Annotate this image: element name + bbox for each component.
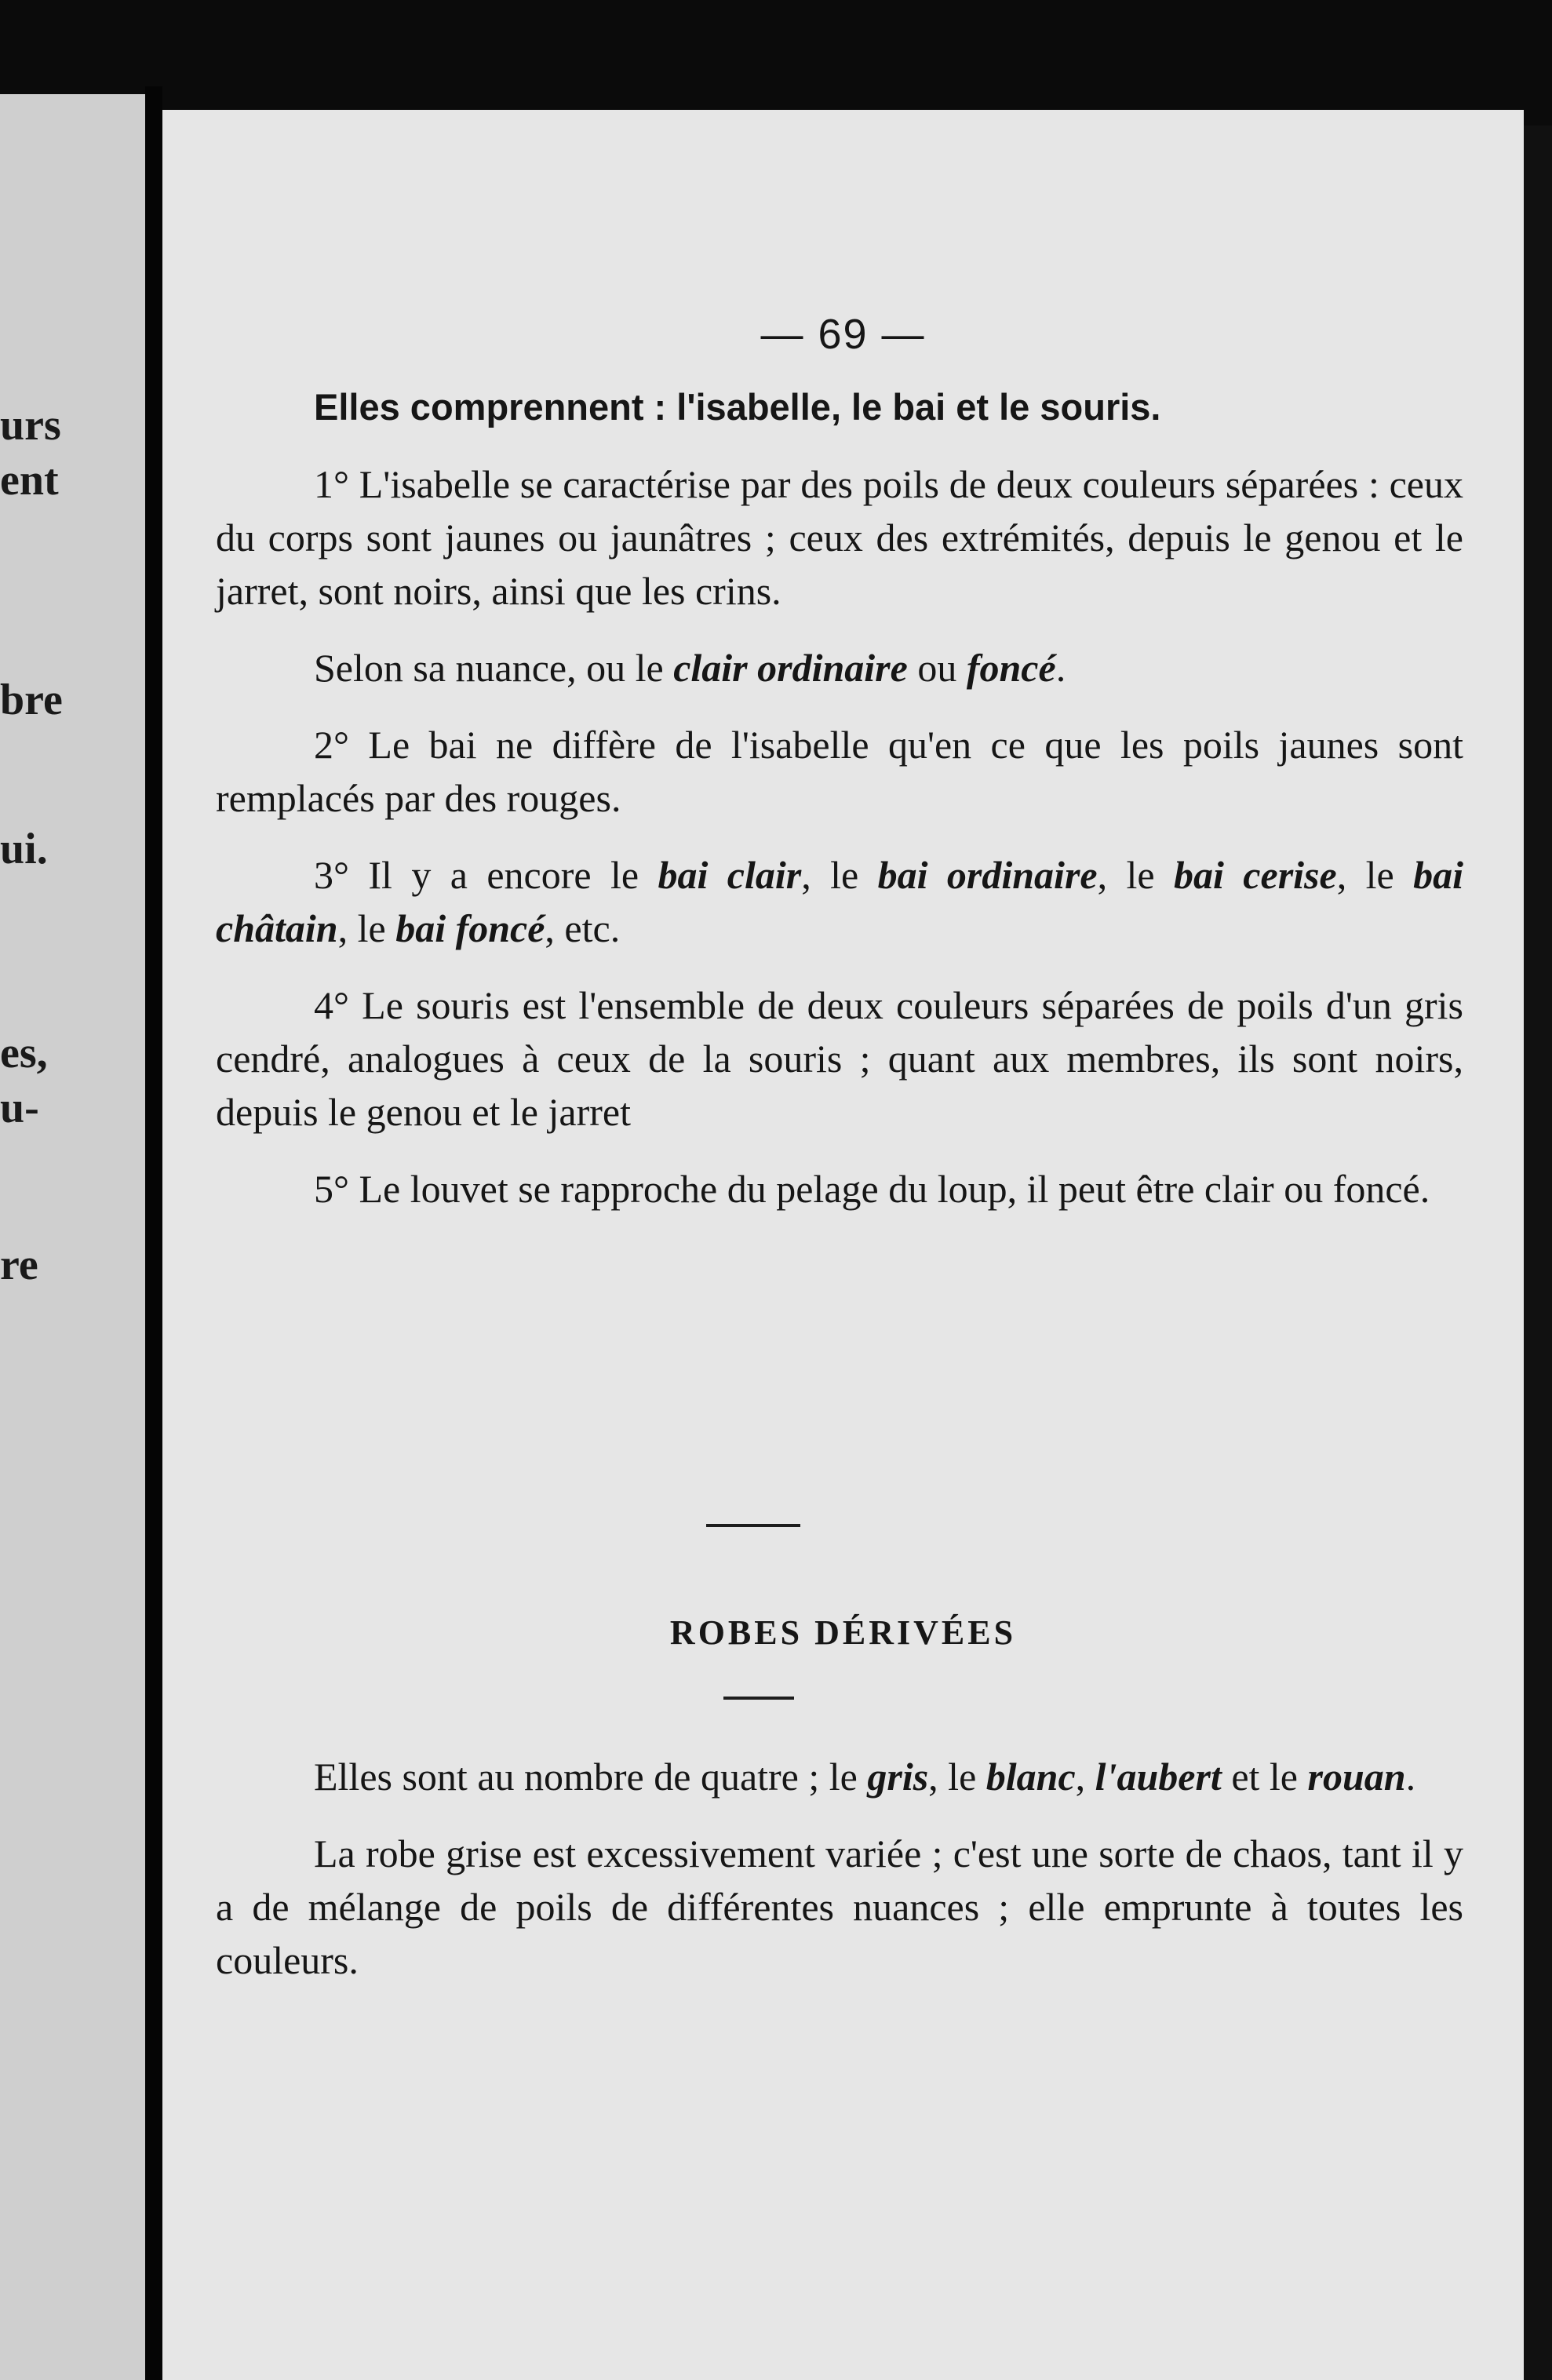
paragraph-nuance [216,641,1463,694]
italic-term: rouan [1307,1755,1406,1799]
section-title: ROBES DÉRIVÉES [669,1613,1017,1652]
page-number: — 69 — [760,311,926,358]
paragraph-bai-variants [216,848,1463,955]
facing-page-edge [0,94,145,2380]
italic-term: l'aubert [1095,1755,1222,1799]
paragraph-souris: 4° Le souris est l'ensemble de deux couleurs séparées de poils d'un gris cendré, analogues à ceux de la souris ; quant aux membres, ils sont noirs, depuis le genou et le jarret [216,983,1463,1134]
text-run: 3° Il y a encore le [314,853,658,897]
italic-term: bai cerise [1174,853,1337,897]
text-run: ou [907,646,967,690]
body-text-top [216,381,1463,1216]
margin-fragment: ui. [0,825,48,873]
italic-term: clair ordinaire [673,646,908,690]
scan-edge [1524,126,1552,2380]
text-run: Elles sont au nombre de quatre ; le [314,1755,868,1799]
margin-fragment: u- [0,1084,39,1132]
text-run: . [1055,646,1066,690]
italic-term: bai châtain [216,853,1464,950]
margin-fragment: re [0,1241,38,1289]
italic-term: foncé [966,646,1056,690]
paragraph-bai: 2° Le bai ne diffère de l'isabelle qu'en ce que les poils jaunes sont remplacés par des rouges. [216,723,1463,820]
margin-fragment: bre [0,676,63,724]
italic-term: bai clair [658,853,802,897]
text-run: , le [928,1755,986,1799]
section-rule-bottom [723,1697,794,1700]
text-run: , etc. [545,906,621,950]
text-run: Selon sa nuance, ou le [314,646,674,690]
paragraph-louvet: 5° Le louvet se rapproche du pelage du loup, il peut être clair ou foncé. [314,1167,1430,1211]
text-run: . [1405,1755,1416,1799]
italic-term: blanc [985,1755,1076,1799]
margin-fragment: urs [0,401,61,450]
body-text-bottom [216,1750,1463,1987]
margin-fragment: es, [0,1029,48,1077]
paragraph-isabelle: 1° L'isabelle se caractérise par des poils de deux couleurs séparées : ceux du corps sont jaunes ou jaunâtres ; ceux des extrémités, depuis le genou et le jarret, sont noirs, ainsi que les crins. [216,462,1463,613]
text-run: , [1075,1755,1095,1799]
italic-term: bai foncé [395,906,545,950]
book-page [162,110,1524,2380]
italic-term: gris [867,1755,929,1799]
paragraph-robe-grise: La robe grise est excessivement variée ; c'est une sorte de chaos, tant il y a de mélange de poils de différentes nuances ; elle emprunte à toutes les couleurs. [216,1831,1463,1982]
book-gutter [145,86,162,2380]
section-rule-top [706,1524,800,1527]
text-run: , le [1336,853,1414,897]
text-run: et le [1221,1755,1308,1799]
intro-paragraph: Elles comprennent : l'isabelle, le bai et le souris. [314,386,1161,428]
margin-fragment: ent [0,456,59,505]
text-run: , le [801,853,878,897]
italic-term: bai ordinaire [877,853,1098,897]
text-run: , le [1097,853,1175,897]
text-run: , le [337,906,396,950]
paragraph-derived-count [216,1750,1463,1803]
